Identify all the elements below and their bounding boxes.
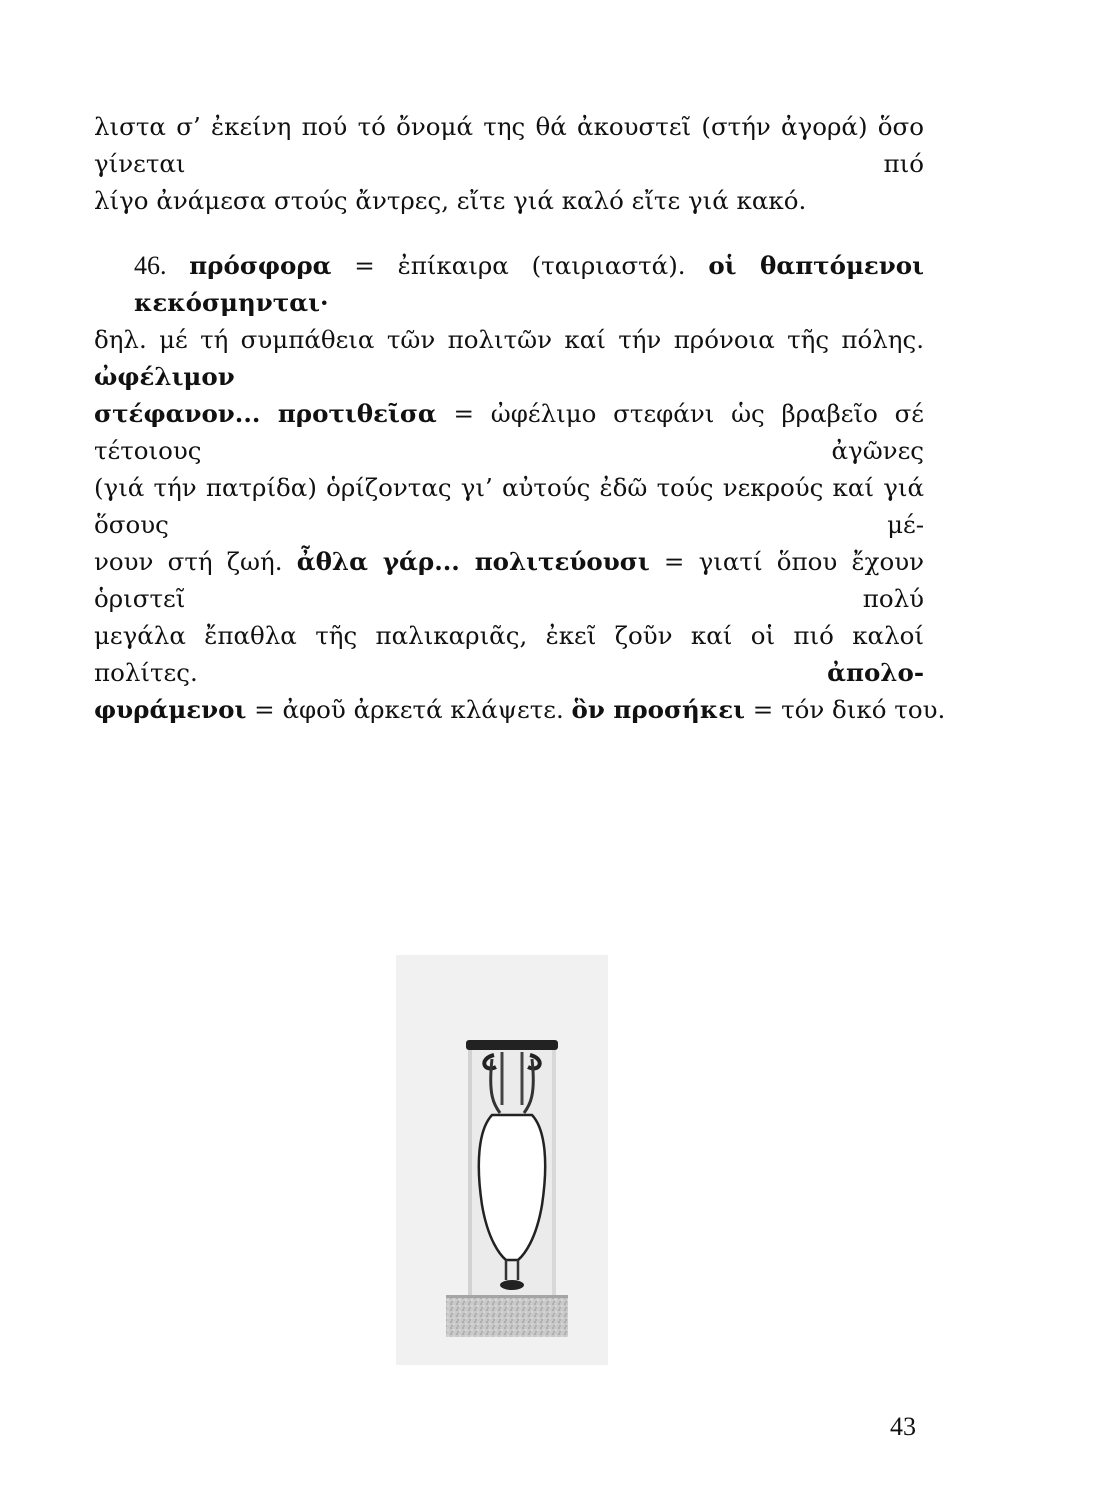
lemma: ὃν προσήκει <box>571 695 745 724</box>
note-line <box>94 617 924 691</box>
gloss: = ἀφοῦ ἀρκετά κλάψετε. <box>246 695 572 724</box>
note-line <box>94 691 946 728</box>
note-line <box>94 321 924 395</box>
gloss: = γιατί ὅπου ἔχουν ὁριστεῖ πολύ <box>94 547 924 613</box>
lemma: ἆθλα γάρ... πολιτεύουσι <box>296 547 650 576</box>
lemma: ὠφέλιμον <box>94 362 235 391</box>
lemma: οἱ θαπτόμενοι κεκόσμηνται· <box>134 251 924 317</box>
note-line <box>94 469 924 543</box>
gloss: = τόν δικό του. <box>744 695 946 724</box>
lekythos-stele-figure <box>396 955 608 1365</box>
gloss: (γιά τήν πατρίδα) ὁρίζοντας γι’ αὐτούς ἐδῶ τούς νεκρούς καί γιά ὅσους μέ- <box>94 473 924 539</box>
gloss: μεγάλα ἔπαθλα τῆς παλικαριᾶς, ἐκεῖ ζοῦν καί οἱ πιό καλοί πολίτες. <box>94 621 924 687</box>
lemma: στέφανον... προτιθεῖσα <box>94 399 437 428</box>
gloss: νουν στή ζωή. <box>94 547 297 576</box>
text-line: λιστα σ’ ἐκείνη πού τό ὄνομά της θά ἀκουστεῖ (στήν ἀγορά) ὅσο γίνεται πιό <box>94 112 924 178</box>
note-number: 46. <box>134 251 167 280</box>
lemma: φυράμενοι <box>94 695 247 724</box>
gloss: δηλ. μέ τή συμπάθεια τῶν πολιτῶν καί τήν πρόνοια τῆς πόλης. <box>94 325 924 354</box>
note-line <box>94 543 924 617</box>
page-number: 43 <box>890 1412 916 1441</box>
lemma: ἀπολο- <box>827 658 924 687</box>
gloss: = ἐπίκαιρα (ταιριαστά). <box>331 251 709 280</box>
note-line <box>94 395 924 469</box>
gloss: = ὠφέλιμο στεφάνι ὡς βραβεῖο σέ τέτοιους ἀγῶνες <box>94 399 925 465</box>
text-line: λίγο ἀνάμεσα στούς ἄντρες, εἴτε γιά καλό εἴτε γιά κακό. <box>94 186 807 215</box>
lemma: πρόσφορα <box>189 251 332 280</box>
paragraph-gap <box>94 219 924 247</box>
funerary-lekythos-stele-icon <box>396 955 608 1365</box>
note-line <box>94 247 924 321</box>
commentary-text <box>94 108 946 728</box>
